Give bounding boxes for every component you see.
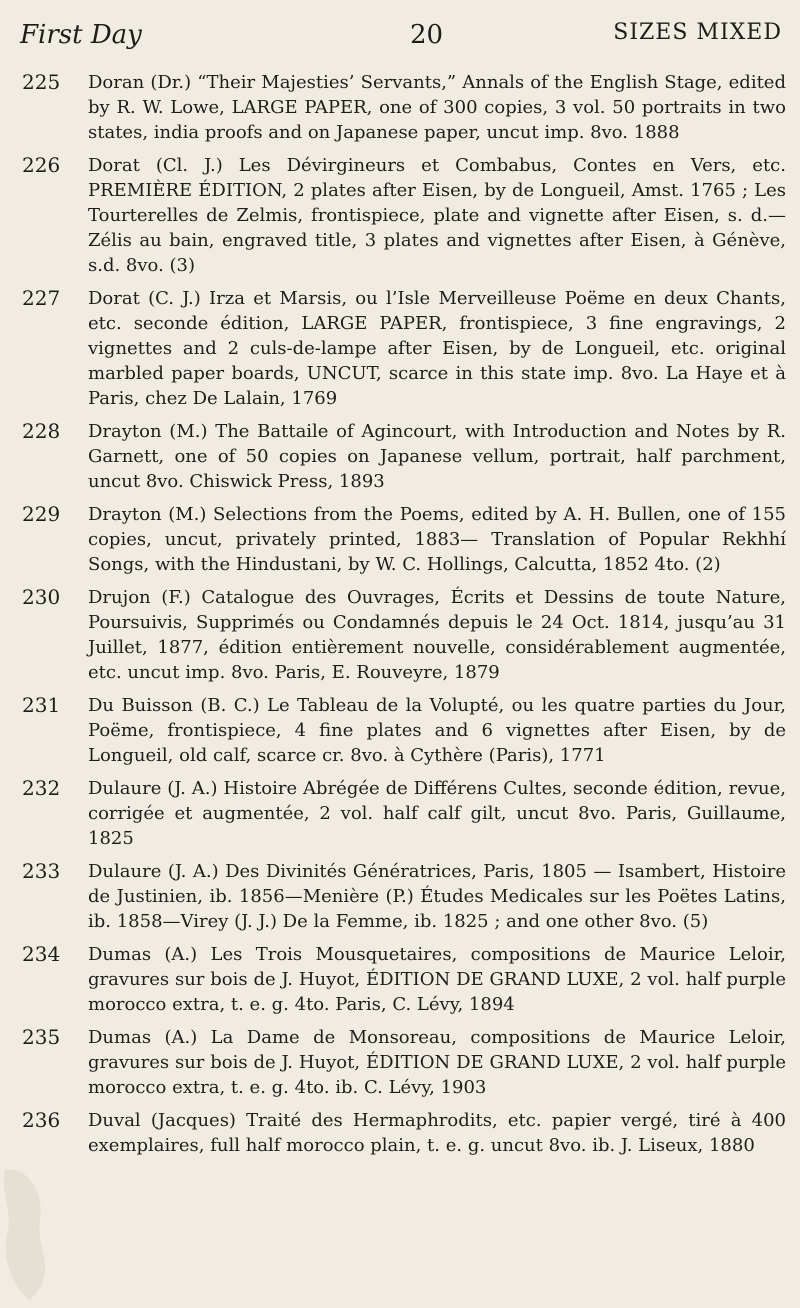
lot-entry (0, 286, 800, 411)
lot-entry (0, 153, 800, 278)
lot-number: 229 (22, 502, 61, 526)
lot-description: Dulaure (J. A.) Histoire Abrégée de Différens Cultes, seconde édition, revue, corrigée et augmentée, 2 vol. half calf gilt, uncut 8vo. Paris, Guillaume, 1825 (88, 778, 786, 849)
lot-entry (0, 419, 800, 494)
lot-description: Duval (Jacques) Traité des Hermaphrodits, etc. papier vergé, tiré à 400 exemplaires, full half morocco plain, t. e. g. uncut 8vo. ib. J. Liseux, 1880 (88, 1110, 786, 1156)
lot-entry (0, 776, 800, 851)
lot-description: Doran (Dr.) “Their Majesties’ Servants,” Annals of the English Stage, edited by R. W. Lowe, LARGE PAPER, one of 300 copies, 3 vol. 50 portraits in two states, india proofs and on Japanese paper, uncut imp. 8vo. 1888 (88, 72, 786, 143)
lot-description: Drujon (F.) Catalogue des Ouvrages, Écrits et Dessins de toute Nature, Poursuivis, Supprimés ou Condamnés depuis le 24 Oct. 1814, jusqu’au 31 Juillet, 1877, édition entièrement nouvelle, considérablement augmentée, etc. uncut imp. 8vo. Paris, E. Rouveyre, 1879 (88, 587, 786, 683)
lot-number: 235 (22, 1025, 61, 1049)
lot-entry (0, 70, 800, 145)
page-header (20, 20, 782, 54)
lot-description: Dorat (C. J.) Irza et Marsis, ou l’Isle Merveilleuse Poëme en deux Chants, etc. seconde édition, LARGE PAPER, frontispiece, 3 fine engravings, 2 vignettes and 2 culs-de-lampe after Eisen, by de Longueil, etc. original marbled paper boards, UNCUT, scarce in this state imp. 8vo. La Haye et à Paris, chez De Lalain, 1769 (88, 288, 786, 409)
lot-description: Du Buisson (B. C.) Le Tableau de la Volupté, ou les quatre parties du Jour, Poëme, frontispiece, 4 fine plates and 6 vignettes after Eisen, by de Longueil, old calf, scarce cr. 8vo. à Cythère (Paris), 1771 (88, 695, 786, 766)
lot-number: 232 (22, 776, 61, 800)
lot-description: Drayton (M.) Selections from the Poems, edited by A. H. Bullen, one of 155 copies, uncut, privately printed, 1883— Translation of Popular Rekhhí Songs, with the Hindustani, by W. C. Hollings, Calcutta, 1852 4to. (2) (88, 504, 786, 575)
lot-description: Dumas (A.) La Dame de Monsoreau, compositions de Maurice Leloir, gravures sur bois de J. Huyot, ÉDITION DE GRAND LUXE, 2 vol. half purple morocco extra, t. e. g. 4to. ib. C. Lévy, 1903 (88, 1027, 786, 1098)
lot-entry (0, 942, 800, 1017)
lot-number: 230 (22, 585, 61, 609)
lot-description: Dulaure (J. A.) Des Divinités Génératrices, Paris, 1805 — Isambert, Histoire de Justinien, ib. 1856—Menière (P.) Études Medicales sur les Poëtes Latins, ib. 1858—Virey (J. J.) De la Femme, ib. 1825 ; and one other 8vo. (5) (88, 861, 786, 932)
lot-number: 236 (22, 1108, 61, 1132)
lot-number: 225 (22, 70, 61, 94)
lot-entry (0, 693, 800, 768)
lot-entry (0, 1108, 800, 1158)
lot-list (0, 70, 800, 1166)
lot-entry (0, 502, 800, 577)
page-number: 20 (410, 20, 444, 50)
lot-number: 228 (22, 419, 61, 443)
header-section-title: First Day (20, 20, 142, 50)
lot-number: 227 (22, 286, 61, 310)
lot-description: Drayton (M.) The Battaile of Agincourt, with Introduction and Notes by R. Garnett, one of 50 copies on Japanese vellum, portrait, half parchment, uncut 8vo. Chiswick Press, 1893 (88, 421, 786, 492)
lot-number: 234 (22, 942, 61, 966)
lot-entry (0, 585, 800, 685)
lot-entry (0, 1025, 800, 1100)
header-category: SIZES MIXED (613, 20, 782, 45)
lot-entry (0, 859, 800, 934)
lot-number: 233 (22, 859, 61, 883)
lot-number: 226 (22, 153, 61, 177)
ink-stain-mark (0, 1160, 80, 1308)
lot-description: Dorat (Cl. J.) Les Dévirgineurs et Combabus, Contes en Vers, etc. PREMIÈRE ÉDITION, 2 plates after Eisen, by de Longueil, Amst. 1765 ; Les Tourterelles de Zelmis, frontispiece, plate and vignette after Eisen, s. d.—Zélis au bain, engraved title, 3 plates and vignettes after Eisen, à Génève, s.d. 8vo. (3) (88, 155, 786, 276)
lot-description: Dumas (A.) Les Trois Mousquetaires, compositions de Maurice Leloir, gravures sur bois de J. Huyot, ÉDITION DE GRAND LUXE, 2 vol. half purple morocco extra, t. e. g. 4to. Paris, C. Lévy, 1894 (88, 944, 786, 1015)
lot-number: 231 (22, 693, 61, 717)
